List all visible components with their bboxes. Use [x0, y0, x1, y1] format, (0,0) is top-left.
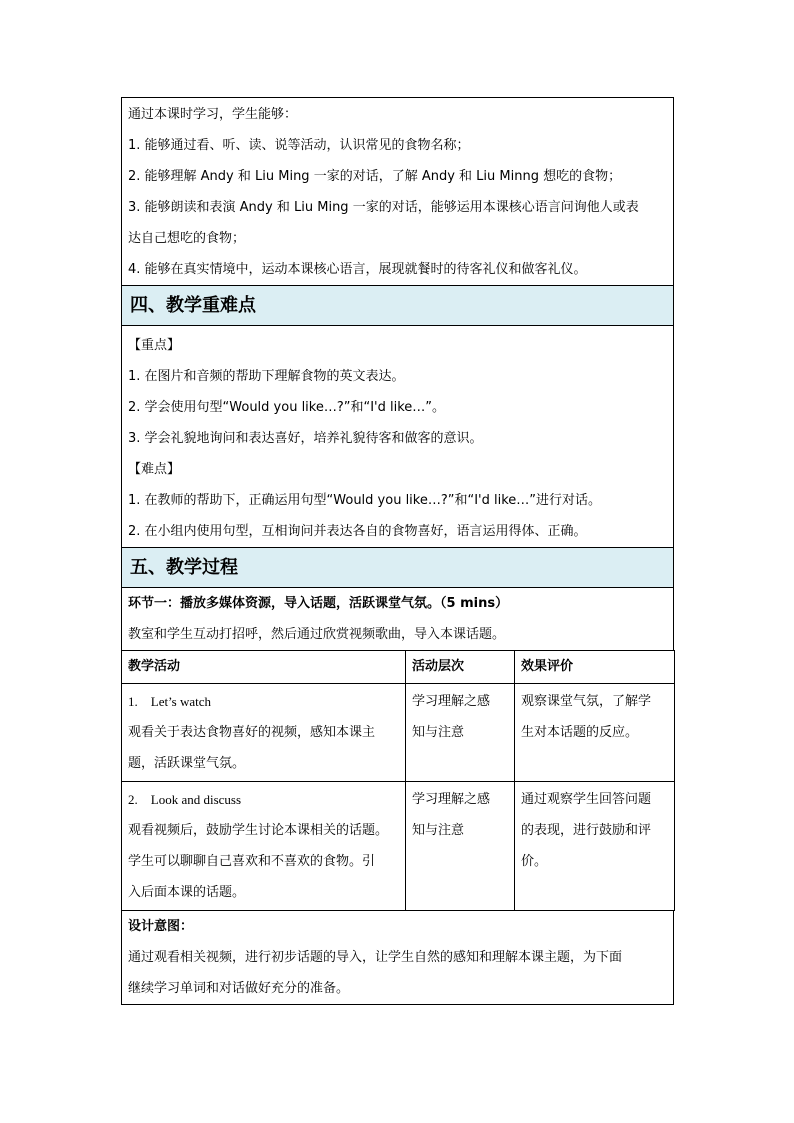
difficult-points-label: 【难点】 [128, 462, 181, 477]
difficult-point-item: 1. 在教师的帮助下，正确运用句型“Would you like…?”和“I'd like…”进行对话。 [128, 493, 602, 508]
evaluation-text: 价。 [521, 854, 548, 869]
table-row [122, 684, 675, 782]
evaluation-text: 生对本话题的反应。 [521, 725, 639, 740]
evaluation-text: 的表现，进行鼓励和评 [521, 823, 652, 838]
level-text: 知与注意 [412, 725, 465, 740]
table-header-row [122, 651, 675, 684]
level-cell [406, 684, 515, 782]
key-points-label: 【重点】 [128, 338, 181, 353]
activity-text: 观看视频后，鼓励学生讨论本课相关的话题。 [128, 823, 389, 838]
design-intent-block [121, 911, 674, 1005]
level-cell [406, 782, 515, 911]
evaluation-cell [515, 684, 675, 782]
difficult-point-item: 2. 在小组内使用句型，互相询问并表达各自的食物喜好，语言运用得体、正确。 [128, 524, 587, 539]
lesson-plan-page [121, 97, 674, 1005]
activity-text: 观看关于表达食物喜好的视频，感知本课主 [128, 725, 376, 740]
activity-text: 题，活跃课堂气氛。 [128, 756, 246, 771]
evaluation-text: 通过观察学生回答问题 [521, 792, 652, 807]
level-text: 学习理解之感 [412, 792, 491, 807]
activity-title: 1. Let’s watch [128, 694, 212, 709]
activity-text: 入后面本课的话题。 [128, 885, 246, 900]
objectives-intro: 通过本课时学习，学生能够： [128, 107, 298, 122]
section-heading-teaching-process: 五、教学过程 [121, 547, 674, 587]
table-row [122, 782, 675, 911]
activity-table [121, 650, 675, 911]
objective-item: 1. 能够通过看、听、读、说等活动，认识常见的食物名称； [128, 138, 470, 153]
objective-item: 3. 能够朗读和表演 Andy 和 Liu Ming 一家的对话，能够运用本课核心语言问询他人或表 [128, 200, 639, 215]
step1-block [121, 587, 674, 650]
key-point-item: 3. 学会礼貌地询问和表达喜好，培养礼貌待客和做客的意识。 [128, 431, 483, 446]
activity-text: 学生可以聊聊自己喜欢和不喜欢的食物。引 [128, 854, 376, 869]
column-header: 效果评价 [515, 651, 675, 684]
activity-cell [122, 684, 406, 782]
level-text: 学习理解之感 [412, 694, 491, 709]
key-point-item: 2. 学会使用句型“Would you like…?”和“I'd like…”。 [128, 400, 446, 415]
design-intent-text: 继续学习单词和对话做好充分的准备。 [128, 981, 350, 996]
level-text: 知与注意 [412, 823, 465, 838]
key-points-block [121, 325, 674, 547]
design-intent-label: 设计意图： [128, 919, 194, 934]
objective-item: 4. 能够在真实情境中，运动本课核心语言，展现就餐时的待客礼仪和做客礼仪。 [128, 262, 587, 277]
column-header: 活动层次 [406, 651, 515, 684]
objective-item: 2. 能够理解 Andy 和 Liu Ming 一家的对话，了解 Andy 和 Liu Minng 想吃的食物； [128, 169, 622, 184]
activity-cell [122, 782, 406, 911]
step1-description: 教室和学生互动打招呼，然后通过欣赏视频歌曲，导入本课话题。 [128, 627, 506, 642]
step1-title: 环节一：播放多媒体资源，导入话题，活跃课堂气氛。（5 mins） [128, 596, 509, 611]
activity-table-wrap [121, 650, 674, 911]
section-heading-key-points: 四、教学重难点 [121, 285, 674, 325]
key-point-item: 1. 在图片和音频的帮助下理解食物的英文表达。 [128, 369, 405, 384]
activity-title: 2. Look and discuss [128, 792, 242, 807]
evaluation-cell [515, 782, 675, 911]
column-header: 教学活动 [122, 651, 406, 684]
objective-item: 达自己想吃的食物； [128, 231, 246, 246]
design-intent-text: 通过观看相关视频，进行初步话题的导入，让学生自然的感知和理解本课主题，为下面 [128, 950, 623, 965]
evaluation-text: 观察课堂气氛，了解学 [521, 694, 652, 709]
objectives-block [121, 97, 674, 285]
